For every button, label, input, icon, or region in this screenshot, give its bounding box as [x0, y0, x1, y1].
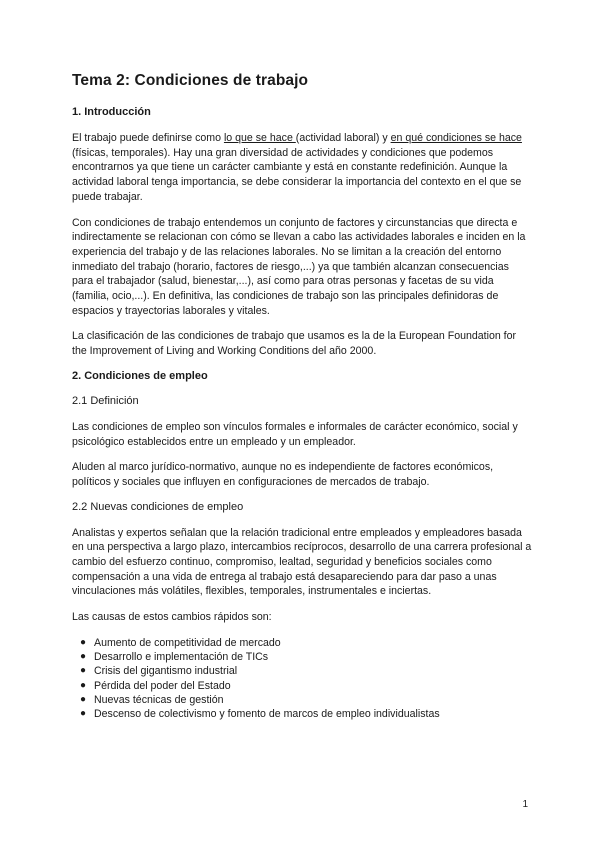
- bullet-icon: ●: [80, 636, 87, 648]
- list-item-text: Descenso de colectivismo y fomento de marcos de empleo individualistas: [94, 708, 440, 721]
- paragraph-definicion-empleo: Las condiciones de empleo son vínculos formales e informales de carácter económico, social y psicológico establecidos entre un empleado y un empleador.: [72, 420, 518, 448]
- paragraph-analistas: Analistas y expertos señalan que la relación tradicional entre empleados y empleadores basada en una perspectiva a largo plazo, intercambios recíprocos, desarrollo de una carrera profesional a cambio del esfuerzo continuo, compromiso, lealtad, seguridad y beneficios sociales como compensación a una vida de entrega al trabajo está desapareciendo para dar paso a unas vinculaciones más volátiles, flexibles, temporales, instrumentales e inciertas.: [72, 526, 532, 598]
- paragraph-intro-definicion: [72, 131, 532, 205]
- list-item-text: Pérdida del poder del Estado: [94, 679, 231, 692]
- list-item-text: Nuevas técnicas de gestión: [94, 694, 224, 707]
- paragraph-marco-juridico: Aluden al marco jurídico-normativo, aunque no es independiente de factores económicos, políticos y sociales que influyen en configuraciones de mercados de trabajo.: [72, 461, 494, 488]
- section-heading-condiciones-empleo: 2. Condiciones de empleo: [72, 369, 208, 382]
- causes-bullet-list: [72, 636, 532, 722]
- list-item: [72, 693, 532, 707]
- page-title: Tema 2: Condiciones de trabajo: [72, 72, 309, 89]
- text-run: (actividad laboral) y: [295, 132, 391, 144]
- list-item-text: Crisis del gigantismo industrial: [94, 665, 238, 678]
- bullet-icon: ●: [80, 665, 87, 677]
- document-body: [72, 72, 532, 722]
- bullet-icon: ●: [80, 694, 87, 706]
- list-item: [72, 664, 532, 678]
- subsection-heading-nuevas-condiciones: 2.2 Nuevas condiciones de empleo: [72, 500, 244, 513]
- subsection-heading-definicion: 2.1 Definición: [72, 394, 139, 407]
- page-number: 1: [522, 799, 528, 810]
- section-heading-introduccion: 1. Introducción: [72, 106, 151, 118]
- paragraph-clasificacion: La clasificación de las condiciones de trabajo que usamos es la de la European Foundation for the Improvement of Living and Working Conditions del año 2000.: [72, 330, 517, 358]
- paragraph-causas-intro: Las causas de estos cambios rápidos son:: [72, 611, 272, 624]
- list-item: [72, 707, 532, 721]
- underlined-text-lo-que-se-hace: lo que se hace: [223, 132, 296, 144]
- text-run: (físicas, temporales). Hay una gran diversidad de actividades y condiciones que podemos encontrarnos ya que tiene un carácter cambiante y está en constante redefinición. Aunque la actividad laboral tenga importancia, se debe considerar la importancia del contexto en el que se puede trabajar.: [72, 146, 522, 203]
- bullet-icon: ●: [80, 651, 87, 663]
- paragraph-condiciones-trabajo: Con condiciones de trabajo entendemos un conjunto de factores y circunstancias que directa e indirectamente se relacionan con cómo se llevan a cabo las actividades laborales e inciden en la experiencia del trabajo y de las relaciones laborales. No se limitan a la creación del entorno inmediato del trabajo (horario, factores de riesgo,...) ya que también alcanzan consecuencias para el trabajador (salud, bienestar,...), así como para otras personas y facetas de su vida (familia, ocio,...). En definitiva, las condiciones de trabajo son las principales definidoras de espacios y trayectorias laborales y vitales.: [72, 216, 526, 317]
- underlined-text-en-que-condiciones: en qué condiciones se hace: [390, 132, 522, 144]
- list-item: [72, 679, 532, 693]
- bullet-icon: ●: [80, 708, 87, 720]
- bullet-icon: ●: [80, 679, 87, 691]
- list-item: [72, 650, 532, 664]
- list-item-text: Desarrollo e implementación de TICs: [94, 651, 269, 664]
- text-run: El trabajo puede definirse como: [72, 132, 224, 144]
- list-item: [72, 636, 532, 650]
- list-item-text: Aumento de competitividad de mercado: [94, 636, 281, 649]
